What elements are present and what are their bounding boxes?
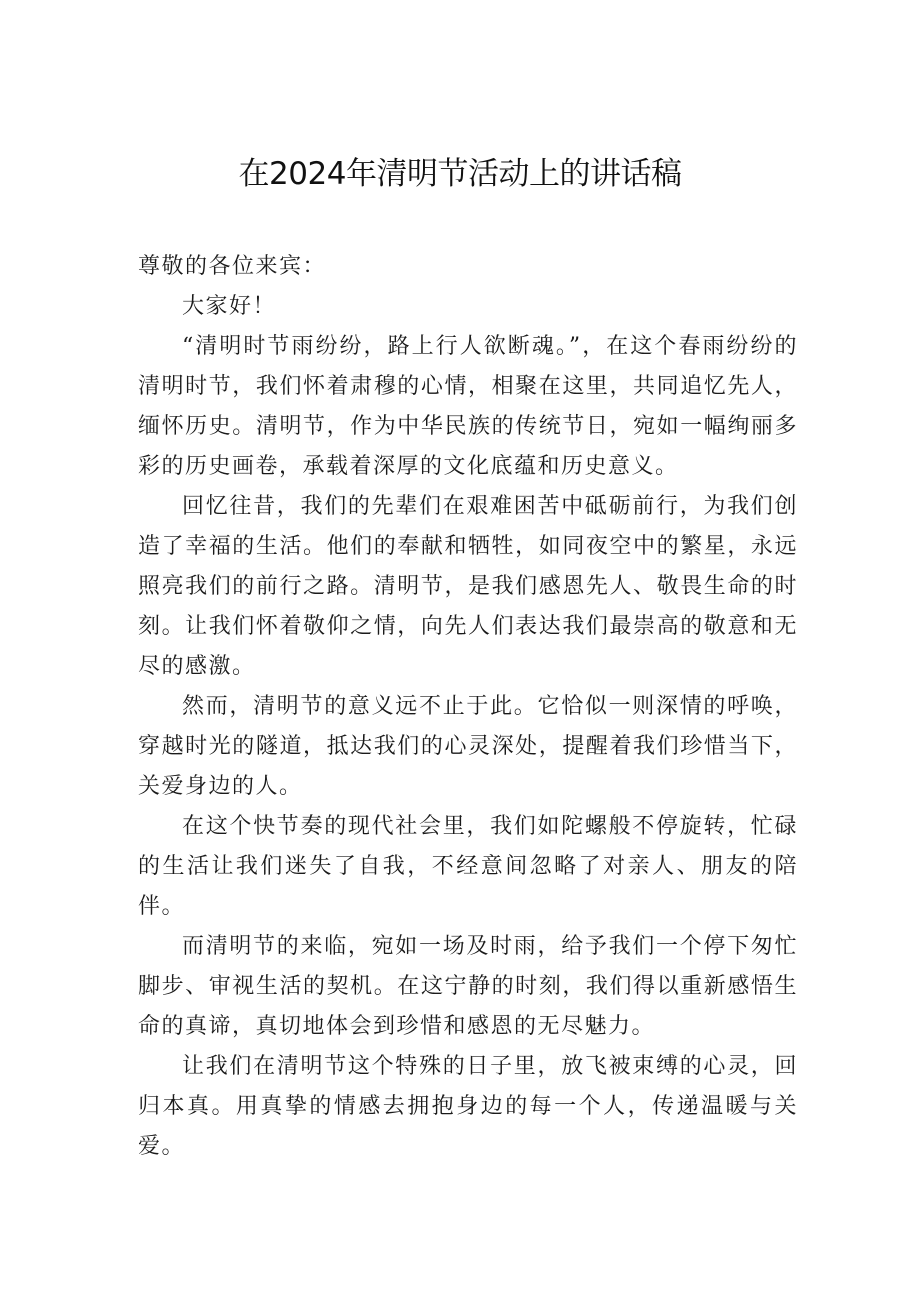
paragraph: 在这个快节奏的现代社会里，我们如陀螺般不停旋转，忙碌的生活让我们迷失了自我，不经意间忽略了对亲人、朋友的陪伴。	[138, 814, 798, 919]
paragraph: 而清明节的来临，宛如一场及时雨，给予我们一个停下匆忙脚步、审视生活的契机。在这宁静的时刻，我们得以重新感悟生命的真谛，真切地体会到珍惜和感恩的无尽魅力。	[138, 934, 798, 1039]
document-title: 在2024年清明节活动上的讲话稿	[238, 156, 682, 192]
document-body	[138, 247, 798, 1167]
paragraph-greeting: 大家好！	[182, 294, 277, 319]
paragraph: 让我们在清明节这个特殊的日子里，放飞被束缚的心灵，回归本真。用真挚的情感去拥抱身边的每一个人，传递温暖与关爱。	[138, 1054, 798, 1159]
paragraph: “清明时节雨纷纷，路上行人欲断魂。”，在这个春雨纷纷的清明时节，我们怀着肃穆的心情，相聚在这里，共同追忆先人，缅怀历史。清明节，作为中华民族的传统节日，宛如一幅绚丽多彩的历史画卷，承载着深厚的文化底蕴和历史意义。	[138, 334, 798, 479]
paragraph: 然而，清明节的意义远不止于此。它恰似一则深情的呼唤，穿越时光的隧道，抵达我们的心灵深处，提醒着我们珍惜当下，关爱身边的人。	[138, 694, 798, 799]
paragraph: 回忆往昔，我们的先辈们在艰难困苦中砥砺前行，为我们创造了幸福的生活。他们的奉献和牺牲，如同夜空中的繁星，永远照亮我们的前行之路。清明节，是我们感恩先人、敬畏生命的时刻。让我们怀着敬仰之情，向先人们表达我们最崇高的敬意和无尽的感激。	[138, 494, 798, 679]
salutation: 尊敬的各位来宾：	[138, 254, 327, 279]
